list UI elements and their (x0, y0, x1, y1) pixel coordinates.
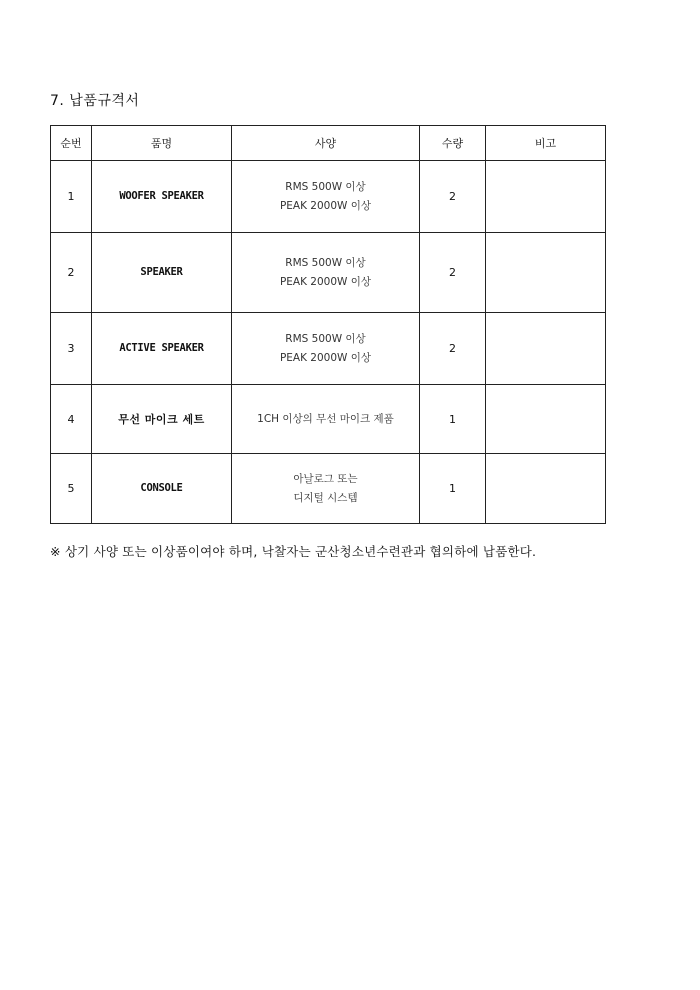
table-row (51, 161, 606, 233)
table-row (51, 454, 606, 524)
row-qty: 1 (420, 385, 486, 454)
row-remark (486, 385, 606, 454)
row-no: 4 (51, 385, 92, 454)
row-spec (232, 233, 420, 313)
row-name: ACTIVE SPEAKER (92, 313, 232, 385)
spec-line: 디지털 시스템 (293, 491, 358, 504)
section-title: 7. 납품규격서 (50, 93, 140, 109)
header-qty: 수량 (420, 126, 486, 161)
row-name: CONSOLE (92, 454, 232, 524)
spec-line: 아날로그 또는 (293, 472, 358, 485)
header-no: 순번 (51, 126, 92, 161)
header-name: 품명 (92, 126, 232, 161)
header-remark: 비고 (486, 126, 606, 161)
row-qty: 2 (420, 233, 486, 313)
delivery-note: ※ 상기 사양 또는 이상품이여야 하며, 낙찰자는 군산청소년수련관과 협의하에 납품한다. (50, 544, 537, 559)
spec-line: PEAK 2000W 이상 (279, 351, 372, 364)
row-remark (486, 454, 606, 524)
row-qty: 2 (420, 313, 486, 385)
spec-line: 1CH 이상의 무선 마이크 제품 (257, 412, 394, 425)
table-row (51, 385, 606, 454)
row-spec (232, 454, 420, 524)
table-row (51, 233, 606, 313)
spec-line: RMS 500W 이상 (285, 180, 366, 193)
table-header-row (51, 126, 606, 161)
row-no: 2 (51, 233, 92, 313)
row-spec (232, 385, 420, 454)
row-no: 3 (51, 313, 92, 385)
row-name: SPEAKER (92, 233, 232, 313)
table-row (51, 313, 606, 385)
spec-line: PEAK 2000W 이상 (279, 199, 372, 212)
row-spec (232, 313, 420, 385)
spec-line: PEAK 2000W 이상 (279, 275, 372, 288)
row-no: 1 (51, 161, 92, 233)
spec-line: RMS 500W 이상 (285, 256, 366, 269)
row-qty: 2 (420, 161, 486, 233)
row-remark (486, 313, 606, 385)
row-spec (232, 161, 420, 233)
spec-line: RMS 500W 이상 (285, 332, 366, 345)
header-spec: 사양 (232, 126, 420, 161)
row-name: 무선 마이크 세트 (92, 385, 232, 454)
delivery-spec-table (50, 125, 606, 524)
row-remark (486, 233, 606, 313)
row-qty: 1 (420, 454, 486, 524)
row-remark (486, 161, 606, 233)
row-name: WOOFER SPEAKER (92, 161, 232, 233)
row-no: 5 (51, 454, 92, 524)
